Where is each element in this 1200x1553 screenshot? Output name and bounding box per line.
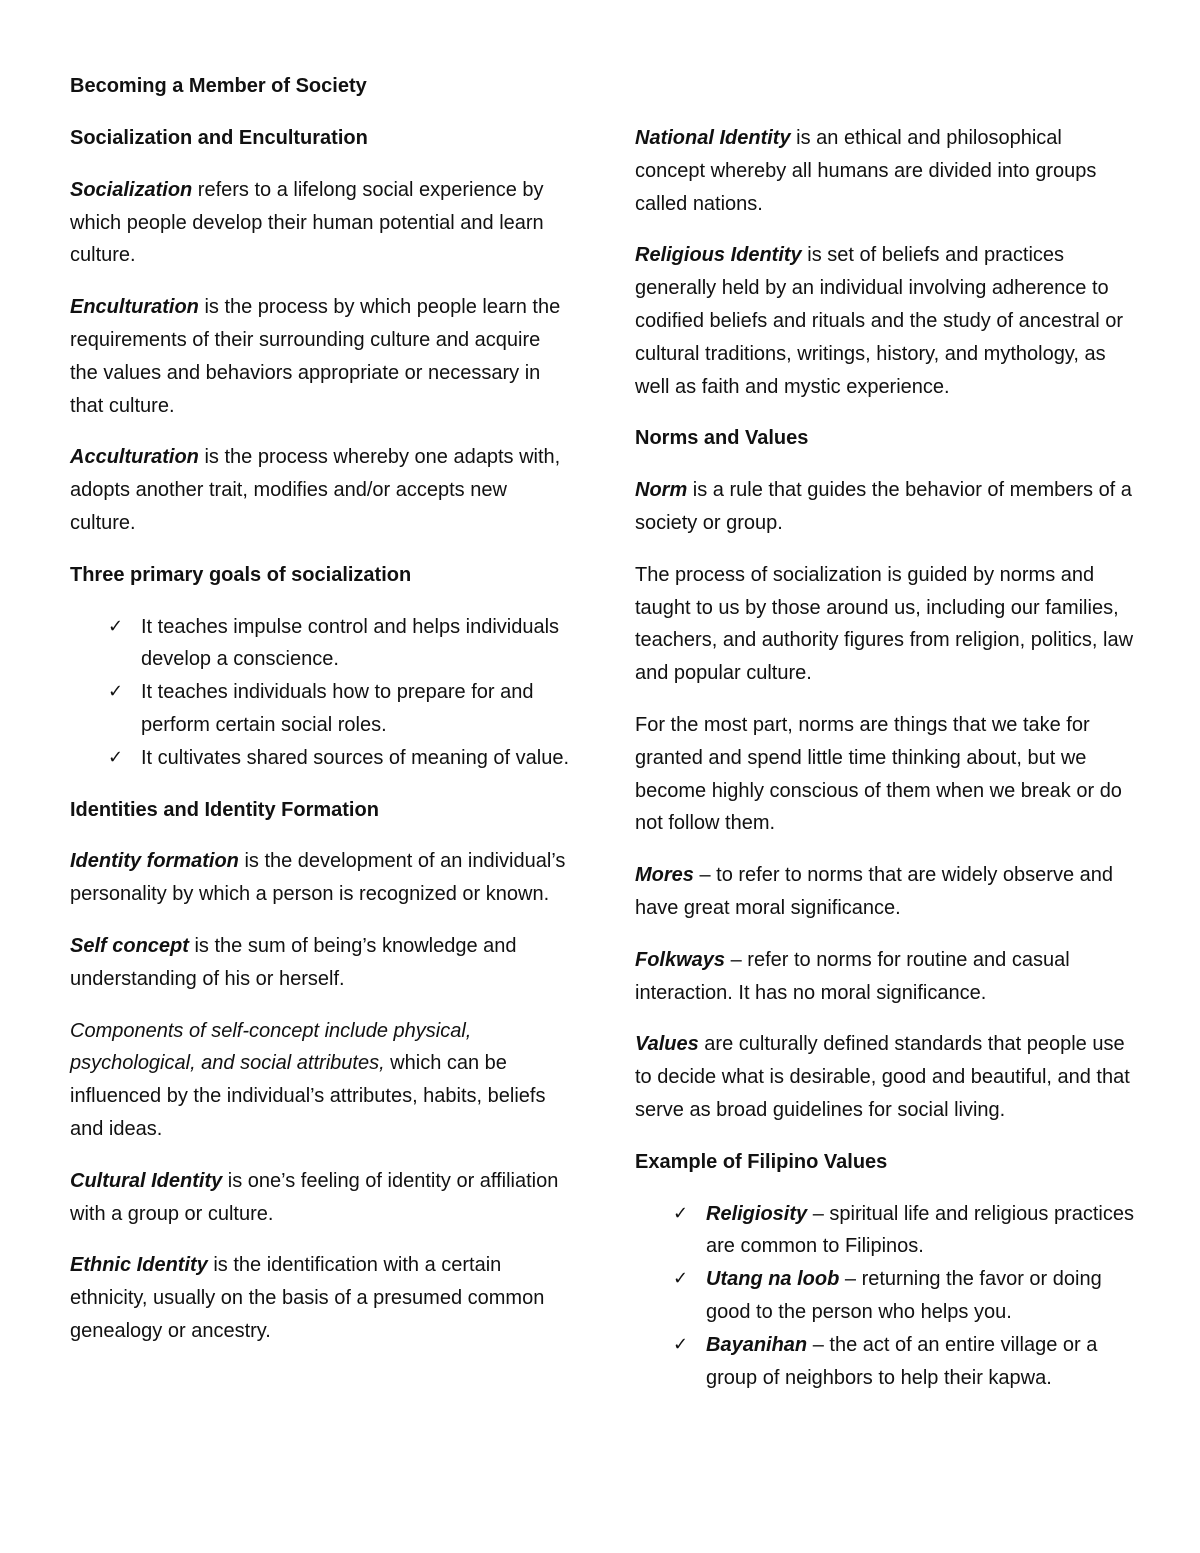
heading-socialization-goals: Three primary goals of socialization (70, 563, 412, 586)
term-values: Values (635, 1033, 699, 1056)
definition-self-concept (70, 930, 570, 996)
term-mores: Mores (635, 864, 694, 887)
term-ethnic-identity: Ethnic Identity (70, 1254, 208, 1277)
definition-values (635, 1028, 1135, 1126)
term-folkways: Folkways (635, 948, 726, 971)
list-item-text: It teaches impulse control and helps individuals develop a conscience. (141, 615, 560, 671)
definition-text: is set of beliefs and practices generally held by an individual involving adherence to codified beliefs and rituals and the study of ancestral or cultural traditions, writings, history, and mythology, as well as faith and mystic experience. (635, 244, 1124, 398)
definition-text: – to refer to norms that are widely observe and have great moral significance. (635, 864, 1114, 919)
list-item (70, 742, 570, 775)
definition-mores (635, 859, 1135, 925)
term-utang-na-loob: Utang na loob (706, 1268, 840, 1291)
list-item (635, 1198, 1135, 1264)
term-bayanihan: Bayanihan (706, 1333, 808, 1356)
term-enculturation: Enculturation (70, 296, 199, 319)
definition-national-identity (635, 122, 1135, 220)
term-religious-identity: Religious Identity (635, 244, 802, 267)
term-cultural-identity: Cultural Identity (70, 1169, 223, 1192)
heading-socialization-enculturation: Socialization and Enculturation (70, 127, 368, 149)
list-item-text: It teaches individuals how to prepare for and perform certain social roles. (141, 681, 534, 736)
list-item (635, 1329, 1135, 1395)
term-acculturation: Acculturation (70, 446, 199, 469)
checkmark-icon: ✓ (108, 615, 124, 637)
definition-text: is the identification with a certain ethnicity, usually on the basis of a presumed common genealogy or ancestry. (70, 1254, 545, 1342)
filipino-values-list (635, 1198, 1135, 1395)
checkmark-icon: ✓ (108, 681, 124, 703)
socialization-goals-list (70, 611, 570, 775)
definition-text: is the development of an individual’s personality by which a person is recognized or known. (70, 850, 566, 906)
paragraph-socialization-process: The process of socialization is guided by norms and taught to us by those around us, including our families, teachers, and authority figures from religion, politics, law and popular culture. (635, 563, 1134, 685)
definition-enculturation (70, 291, 570, 422)
list-item-text: – returning the favor or doing good to the person who helps you. (706, 1268, 1102, 1323)
definition-cultural-identity (70, 1165, 570, 1231)
left-column (70, 122, 570, 1367)
list-item (70, 676, 570, 742)
definition-text: is the process by which people learn the requirements of their surrounding culture and acquire the values and behaviors appropriate or necessary in that culture. (70, 296, 561, 417)
definition-text: is the sum of being’s knowledge and understanding of his or herself. (70, 934, 517, 990)
definition-text: is a rule that guides the behavior of members of a society or group. (635, 479, 1132, 534)
heading-norms-values: Norms and Values (635, 427, 809, 450)
term-identity-formation: Identity formation (70, 850, 239, 873)
heading-filipino-values: Example of Filipino Values (635, 1150, 888, 1173)
checkmark-icon: ✓ (108, 746, 124, 768)
list-item-text: – spiritual life and religious practices are common to Filipinos. (706, 1202, 1134, 1258)
paragraph-norms-taken-for-granted: For the most part, norms are things that we take for granted and spend little time thinking about, but we become highly conscious of them when we break or do not follow them. (635, 713, 1122, 835)
right-column (635, 122, 1135, 1413)
components-italic-text: Components of self-concept include physical, psychological, and social attributes, (70, 1019, 472, 1075)
checkmark-icon: ✓ (673, 1202, 689, 1224)
definition-text: is the process whereby one adapts with, adopts another trait, modifies and/or accepts new culture. (70, 446, 561, 534)
definition-identity-formation (70, 845, 570, 911)
definition-text: which can be influenced by the individual’s attributes, habits, beliefs and ideas. (70, 1052, 546, 1140)
term-self-concept: Self concept (70, 934, 189, 957)
checkmark-icon: ✓ (673, 1268, 689, 1290)
heading-identities: Identities and Identity Formation (70, 798, 379, 821)
list-item-text: It cultivates shared sources of meaning of value. (141, 746, 570, 769)
self-concept-components (70, 1015, 570, 1146)
definition-acculturation (70, 441, 570, 539)
definition-text: – refer to norms for routine and casual interaction. It has no moral significance. (635, 948, 1070, 1004)
definition-folkways (635, 944, 1135, 1010)
definition-norm (635, 474, 1135, 540)
term-religiosity: Religiosity (706, 1202, 808, 1225)
definition-text: is one’s feeling of identity or affiliation with a group or culture. (70, 1169, 559, 1225)
definition-text: are culturally defined standards that people use to decide what is desirable, good and beautiful, and that serve as broad guidelines for social living. (635, 1033, 1130, 1121)
definition-text: refers to a lifelong social experience by which people develop their human potential and learn culture. (70, 178, 544, 267)
document-title: Becoming a Member of Society (70, 75, 367, 97)
definition-text: is an ethical and philosophical concept whereby all humans are divided into groups called nations. (635, 127, 1097, 215)
term-norm: Norm (635, 479, 688, 502)
term-socialization: Socialization (70, 178, 193, 201)
checkmark-icon: ✓ (673, 1333, 689, 1355)
list-item (635, 1263, 1135, 1329)
term-national-identity: National Identity (635, 127, 791, 149)
definition-ethnic-identity (70, 1249, 570, 1347)
definition-religious-identity (635, 239, 1135, 403)
list-item-text: – the act of an entire village or a group of neighbors to help their kapwa. (706, 1333, 1098, 1389)
definition-socialization (70, 174, 570, 272)
list-item (70, 611, 570, 677)
